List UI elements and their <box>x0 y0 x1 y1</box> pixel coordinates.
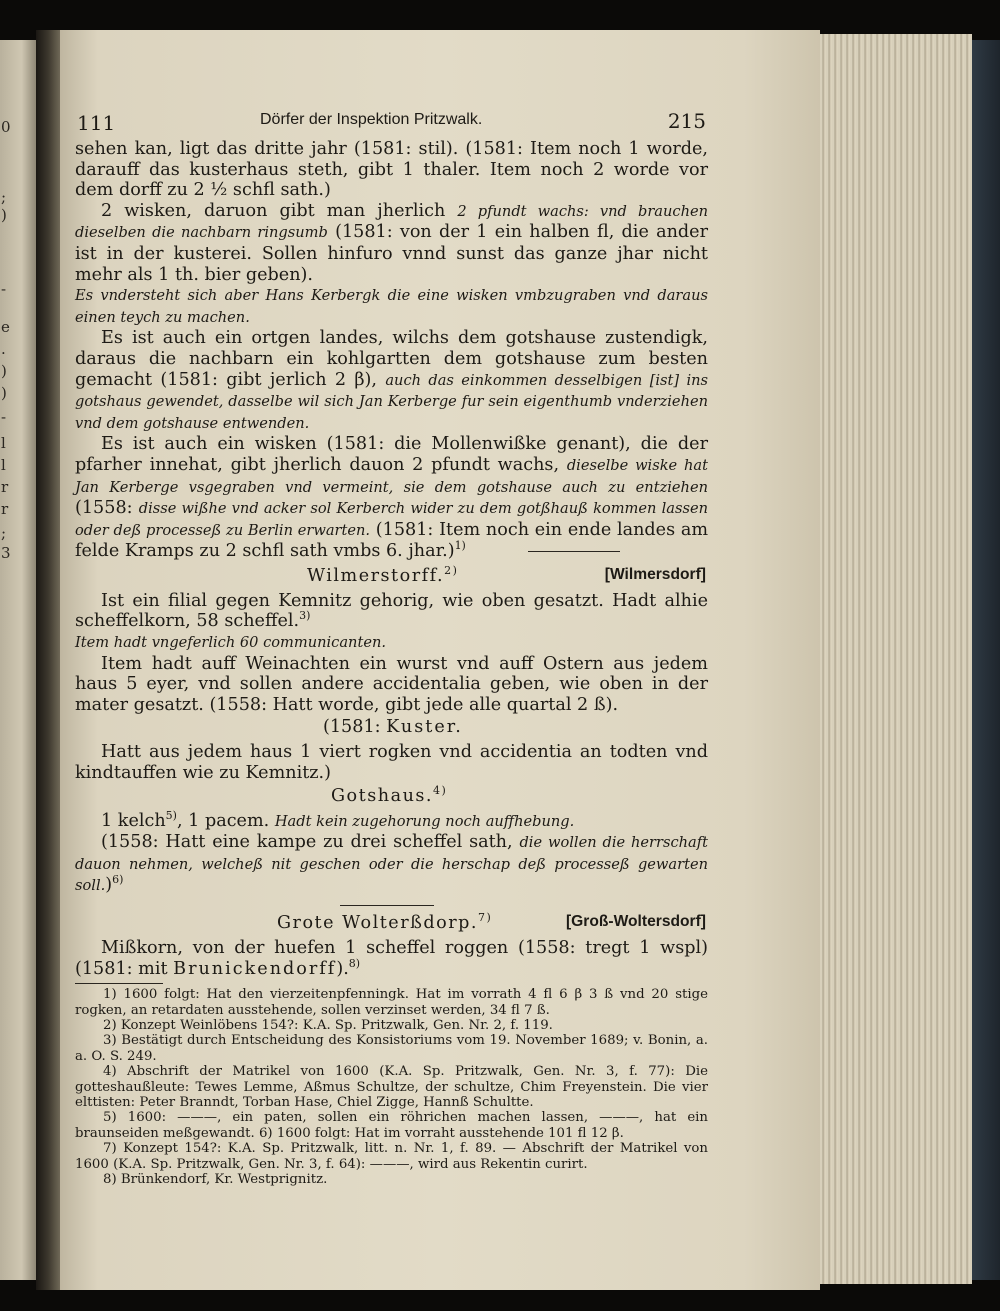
paragraph <box>75 591 708 632</box>
italic-run: Hadt kein zugehorung noch auffhebung. <box>274 812 575 830</box>
spaced-text-run: Brunickendorff <box>173 958 337 979</box>
italic-run: 2 pfundt wachs: vnd brauchen dieselben die nachbarn ringsumb <box>75 202 709 242</box>
edge-fragment: - <box>1 280 7 298</box>
sub-heading-text <box>331 783 448 806</box>
footnote-ref: 6) <box>112 873 124 887</box>
edge-fragment: ; <box>1 524 7 542</box>
edge-fragment: e <box>1 318 10 336</box>
text-run: Es ist auch ein wisken (1581: die Mollenwißke genant), die der pfarher innehat, gibt jherlich dauon 2 pfundt wachs, <box>75 434 708 475</box>
footnote-rule <box>75 983 163 984</box>
footnote: 7) Konzept 154?: K.A. Sp. Pritzwalk, litt. n. Nr. 1, f. 89. — Abschrift der Matrikel von 1600 (K.A. Sp. Pritzwalk, Gen. Nr. 3, f. 64): ———, wird aus Rekentin curirt. <box>75 1141 708 1172</box>
footnote-ref: 7) <box>478 911 493 925</box>
footnote-ref: 1) <box>454 539 466 553</box>
running-head <box>75 105 708 139</box>
paragraph <box>75 654 708 716</box>
paragraph <box>75 201 708 285</box>
modern-place-name: [Groß-Woltersdorf] <box>565 913 706 930</box>
text-run: Item hadt auff Weinachten ein wurst vnd auff Ostern aus jedem haus 5 eyer, vnd sollen andere accidentalia geben, wie oben in der mater gesatzt. (1558: Hatt worde, gibt jede alle quartal 2 ß). <box>75 653 708 715</box>
edge-fragment: l <box>1 434 6 452</box>
footnote-ref: 4) <box>433 783 448 797</box>
book-cover-edge <box>972 40 1000 1280</box>
paragraph <box>75 742 708 783</box>
paragraph <box>75 808 708 833</box>
edge-fragment: l <box>1 456 6 474</box>
edge-fragment: . <box>1 340 6 358</box>
text-run: (1581: von der 1 ein halben fl, die ander ist in der kusterei. Sollen hinfuro vnnd sunst das ganze jhar nicht mehr als 1 th. bier geben). <box>75 222 708 285</box>
sub-heading <box>75 717 708 742</box>
section-title <box>307 566 458 586</box>
section-heading <box>75 566 708 591</box>
italic-run: Item hadt vngeferlich 60 communicanten. <box>75 634 386 652</box>
edge-fragment: 3 <box>1 544 11 562</box>
section-title-text: Wilmerstorff. <box>307 565 445 586</box>
paragraph <box>75 938 708 979</box>
paragraph <box>75 328 708 434</box>
left-page-number: 111 <box>77 111 116 135</box>
section-divider <box>528 551 620 552</box>
page-text <box>75 105 708 1187</box>
section-heading <box>75 913 708 938</box>
sub-heading <box>75 783 708 811</box>
edge-fragment: ) <box>1 362 7 380</box>
footnote-ref: 3) <box>299 609 311 623</box>
page-block-edges <box>820 34 972 1284</box>
sub-heading-text <box>323 717 463 737</box>
running-title: Dörfer der Inspektion Pritzwalk. <box>260 111 483 128</box>
section-divider <box>75 897 708 913</box>
right-page-number: 215 <box>667 109 706 133</box>
text-run: Es ist auch ein ortgen landes, wilchs dem gotshause zustendigk, daraus die nachbarn ein kohlgartten dem gotshause zum besten gemacht (1581: gibt jerlich 2 β), <box>75 328 708 390</box>
italic-run: auch das einkommen desselbigen [ist] ins gotshaus gewendet, dasselbe wil sich Jan Kerberge fur sein eigenthumb vnderziehen vnd dem gotshause entwenden. <box>75 371 709 432</box>
paragraph <box>75 632 708 654</box>
previous-page-edge <box>0 40 36 1280</box>
footnote: 8) Brünkendorf, Kr. Westprignitz. <box>103 1172 328 1188</box>
footnote-ref: 8) <box>348 956 361 970</box>
text-run: Hatt aus jedem haus 1 viert rogken vnd accidentia an todten vnd kindtauffen wie zu Kemnitz.) <box>75 742 708 784</box>
text-run: ). <box>336 958 349 979</box>
paragraph <box>75 285 708 328</box>
edge-fragment: ; <box>1 188 7 206</box>
text-run: ) <box>105 875 113 896</box>
footnote: 5) 1600: ———, ein paten, sollen ein röhrichen machen lassen, ———, hat ein braunseiden meßgewandt. 6) 1600 folgt: Hat im vorraht ausstehende 101 fl 12 β. <box>75 1110 708 1141</box>
text-run: (1558: <box>75 498 133 519</box>
sub-heading-prefix: (1581: <box>323 717 381 738</box>
edge-fragment: r <box>1 478 9 496</box>
text-run: , 1 pacem. <box>176 810 270 831</box>
section-title <box>277 913 492 933</box>
footnote-ref: 2) <box>444 564 459 578</box>
book-gutter <box>36 30 60 1290</box>
edge-fragment: r <box>1 500 9 518</box>
sub-heading-title: Kuster. <box>386 717 463 738</box>
edge-fragment: ) <box>1 206 7 224</box>
text-run: (1581: Item noch ein ende landes am felde Kramps zu 2 schfl sath vmbs 6. jhar.) <box>75 519 709 562</box>
footnote: 4) Abschrift der Matrikel von 1600 (K.A. Sp. Pritzwalk, Gen. Nr. 3, f. 77): Die gotteshaußleute: Tewes Lemme, Aßmus Schultze, der schultze, Chim Freyenstein. Die vier elttisten: Peter Branndt, Torban Hase, Chiel Zigge, Hannß Schultte. <box>75 1064 708 1111</box>
footnote: 3) Bestätigt durch Entscheidung des Konsistoriums vom 19. November 1689; v. Bonin, a. a. O. S. 249. <box>75 1033 708 1064</box>
text-run: Ist ein filial gegen Kemnitz gehorig, wie oben gesatzt. Hadt alhie scheffelkorn, 58 scheffel. <box>75 590 708 632</box>
text-run: (1558: Hatt eine kampe zu drei scheffel sath, <box>101 832 513 853</box>
italic-run: dieselbe wiske hat Jan Kerberge vsgegraben vnd vermeint, sie dem gotshause auch zu entziehen <box>75 456 708 496</box>
italic-run: Es vndersteht sich aber Hans Kerbergk die eine wisken vmbzugraben vnd daraus einen teych zu machen. <box>75 287 708 326</box>
text-run: Mißkorn, von der huefen 1 scheffel roggen (1558: tregt 1 wspl) (1581: mit <box>75 938 708 979</box>
edge-fragment: 0 <box>1 118 11 136</box>
edge-fragment: - <box>1 408 7 426</box>
italic-run: die wollen die herrschaft dauon nehmen, welcheß nit geschen oder die herschap deß processeß gewarten soll. <box>75 834 709 895</box>
paragraph <box>75 434 708 562</box>
sub-heading-title: Gotshaus. <box>331 785 434 806</box>
footnote: 1) 1600 folgt: Hat den vierzeitenpfenningk. Hat im vorrath 4 fl 6 β 3 ß vnd 20 stige rogken, an retardaten ausstehende, sollen verzinset werden, 34 fl 7 ß. <box>75 987 708 1018</box>
edge-fragment: ) <box>1 384 7 402</box>
text-run: 2 wisken, daruon gibt man jherlich <box>101 200 446 221</box>
text-run: 1 kelch <box>101 810 166 831</box>
modern-place-name: [Wilmersdorf] <box>604 565 706 583</box>
section-title-text: Grote Wolterßdorp. <box>277 913 479 933</box>
footnote-ref: 5) <box>165 808 177 822</box>
footnote: 2) Konzept Weinlöbens 154?: K.A. Sp. Pritzwalk, Gen. Nr. 2, f. 119. <box>103 1018 553 1033</box>
italic-run: disse wißhe vnd acker sol Kerberch wider zu dem gotßhauß kommen lassen oder deß processeß zu Berlin erwarten. <box>75 500 708 539</box>
text-run: sehen kan, ligt das dritte jahr (1581: stil). (1581: Item noch 1 worde, darauff das kusterhaus steth, gibt 1 thaler. Item noch 2 worde vor dem dorff zu 2 ½ schfl sath.) <box>75 139 708 201</box>
paragraph <box>75 832 708 897</box>
paragraph <box>75 139 708 201</box>
